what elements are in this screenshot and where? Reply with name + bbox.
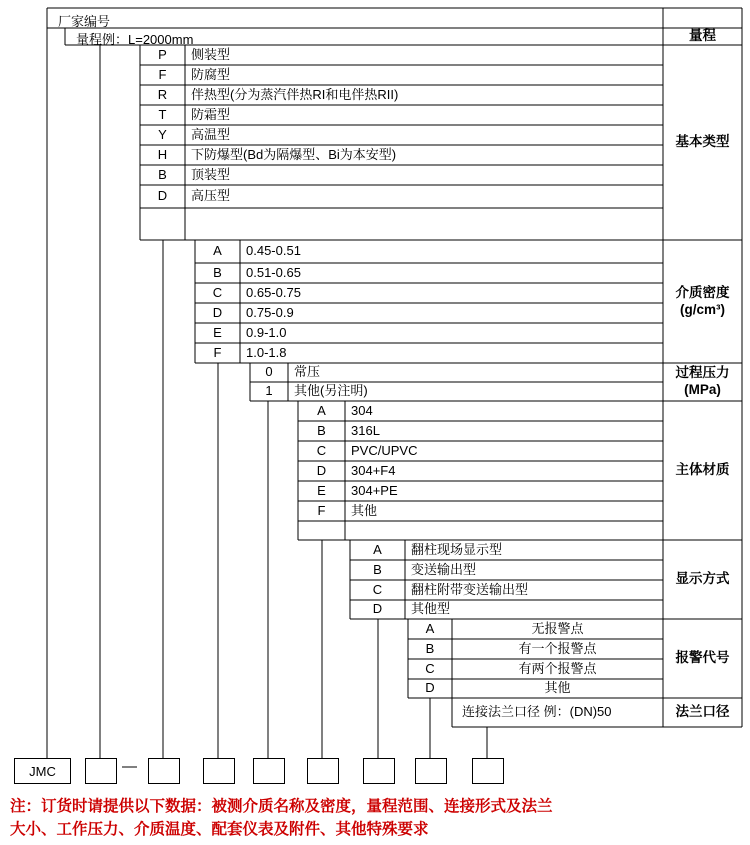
basic-type-desc-5: 下防爆型(Bd为隔爆型、Bi为本安型) — [191, 146, 397, 162]
process-pressure-desc-0: 常压 — [294, 364, 321, 380]
order-note-line-1: 注：订货时请提供以下数据：被测介质名称及密度，量程范围、连接形式及法兰 — [10, 798, 553, 815]
medium-density-desc-4: 0.9-1.0 — [246, 324, 287, 340]
basic-type-code-2: R — [157, 86, 168, 102]
right-label-range: 量程 — [689, 28, 716, 44]
basic-type-code-3: T — [158, 106, 167, 122]
alarm-code-desc-1: 有一个报警点 — [518, 640, 597, 656]
right-label-medium-density — [663, 240, 742, 363]
right-label-basic-type: 基本类型 — [675, 134, 730, 150]
alarm-code-desc-2: 有两个报警点 — [518, 660, 597, 676]
bottom-box-body-material[interactable] — [307, 758, 339, 784]
display-mode-desc-3: 其他型 — [411, 601, 451, 617]
display-mode-desc-1: 变送输出型 — [411, 561, 477, 577]
body-material-code-4: E — [317, 482, 326, 498]
medium-density-code-1: B — [213, 264, 222, 280]
basic-type-desc-3: 防霜型 — [191, 106, 231, 122]
medium-density-code-2: C — [212, 284, 223, 300]
right-label-display-mode: 显示方式 — [675, 571, 730, 587]
body-material-code-5: F — [317, 502, 326, 518]
alarm-code-desc-0: 无报警点 — [531, 620, 584, 636]
medium-density-desc-0: 0.45-0.51 — [246, 243, 301, 259]
alarm-code-code-1: B — [425, 640, 435, 656]
body-material-desc-2: PVC/UPVC — [351, 442, 418, 458]
bottom-box-process-pressure[interactable] — [253, 758, 285, 784]
basic-type-desc-2: 伴热型(分为蒸汽伴热RI和电伴热RII) — [191, 86, 399, 102]
basic-type-code-4: Y — [158, 126, 167, 142]
order-note-line-2: 大小、工作压力、介质温度、配套仪表及附件、其他特殊要求 — [10, 821, 429, 839]
range-example-label: 量程例：L=2000mm — [76, 32, 194, 47]
basic-type-desc-0: 侧装型 — [191, 46, 231, 62]
bottom-box-medium-density[interactable] — [203, 758, 235, 784]
right-label-body-material: 主体材质 — [675, 462, 730, 478]
process-pressure-code-1: 1 — [265, 383, 273, 399]
display-mode-desc-2: 翻柱附带变送输出型 — [411, 581, 529, 597]
bottom-box-basic-type[interactable] — [148, 758, 180, 784]
right-label-process-pressure-text: 过程压力 — [675, 365, 730, 381]
right-label-medium-density-text: 介质密度 — [675, 284, 730, 300]
body-material-desc-3: 304+F4 — [351, 462, 396, 478]
body-material-code-3: D — [316, 462, 327, 478]
alarm-code-code-3: D — [425, 680, 435, 696]
order-note — [10, 795, 740, 842]
basic-type-code-7: D — [157, 188, 168, 204]
right-label-process-pressure-unit: (MPa) — [684, 382, 721, 397]
basic-type-code-6: B — [158, 166, 167, 182]
bottom-box-flange-diameter[interactable] — [472, 758, 504, 784]
body-material-code-2: C — [316, 442, 327, 458]
body-material-code-1: B — [317, 422, 326, 438]
basic-type-code-0: P — [158, 46, 167, 62]
body-material-desc-4: 304+PE — [351, 482, 398, 498]
basic-type-code-1: F — [158, 66, 167, 82]
bottom-box-range[interactable] — [85, 758, 117, 784]
medium-density-code-0: A — [213, 243, 222, 259]
body-material-desc-5: 其他 — [351, 502, 378, 518]
bottom-box-model[interactable]: JMC — [14, 758, 71, 784]
medium-density-desc-1: 0.51-0.65 — [246, 264, 301, 280]
basic-type-desc-7: 高压型 — [191, 188, 231, 204]
alarm-code-desc-3: 其他 — [544, 680, 571, 696]
display-mode-code-3: D — [372, 601, 383, 617]
bottom-box-alarm-code[interactable] — [415, 758, 447, 784]
body-material-code-0: A — [317, 402, 326, 418]
medium-density-code-3: D — [212, 304, 223, 320]
medium-density-desc-5: 1.0-1.8 — [246, 344, 287, 360]
medium-density-desc-3: 0.75-0.9 — [246, 304, 294, 320]
alarm-code-code-2: C — [425, 660, 435, 676]
flange-diameter-desc: 连接法兰口径 例：(DN)50 — [462, 704, 612, 720]
bottom-box-display-mode[interactable] — [363, 758, 395, 784]
basic-type-desc-6: 顶装型 — [191, 166, 231, 182]
medium-density-code-4: E — [213, 324, 222, 340]
display-mode-desc-0: 翻柱现场显示型 — [411, 541, 503, 557]
right-label-medium-density-unit: (g/cm³) — [680, 301, 725, 317]
display-mode-code-0: A — [373, 541, 382, 557]
right-label-flange-diameter: 法兰口径 — [675, 704, 730, 720]
process-pressure-desc-1: 其他(另注明) — [294, 383, 368, 399]
basic-type-code-5: H — [157, 146, 168, 162]
body-material-desc-0: 304 — [351, 402, 373, 418]
basic-type-desc-4: 高温型 — [191, 126, 231, 142]
display-mode-code-2: C — [372, 581, 383, 597]
medium-density-desc-2: 0.65-0.75 — [246, 284, 301, 300]
bottom-separator-dash: — — [122, 758, 137, 775]
manufacturer-code-label: 厂家编号 — [58, 14, 111, 29]
right-label-process-pressure — [663, 363, 742, 401]
medium-density-code-5: F — [213, 344, 222, 360]
display-mode-code-1: B — [373, 561, 382, 577]
process-pressure-code-0: 0 — [265, 364, 273, 380]
alarm-code-code-0: A — [425, 620, 435, 636]
right-label-alarm-code: 报警代号 — [675, 650, 730, 666]
basic-type-desc-1: 防腐型 — [191, 66, 231, 82]
body-material-desc-1: 316L — [351, 422, 380, 438]
